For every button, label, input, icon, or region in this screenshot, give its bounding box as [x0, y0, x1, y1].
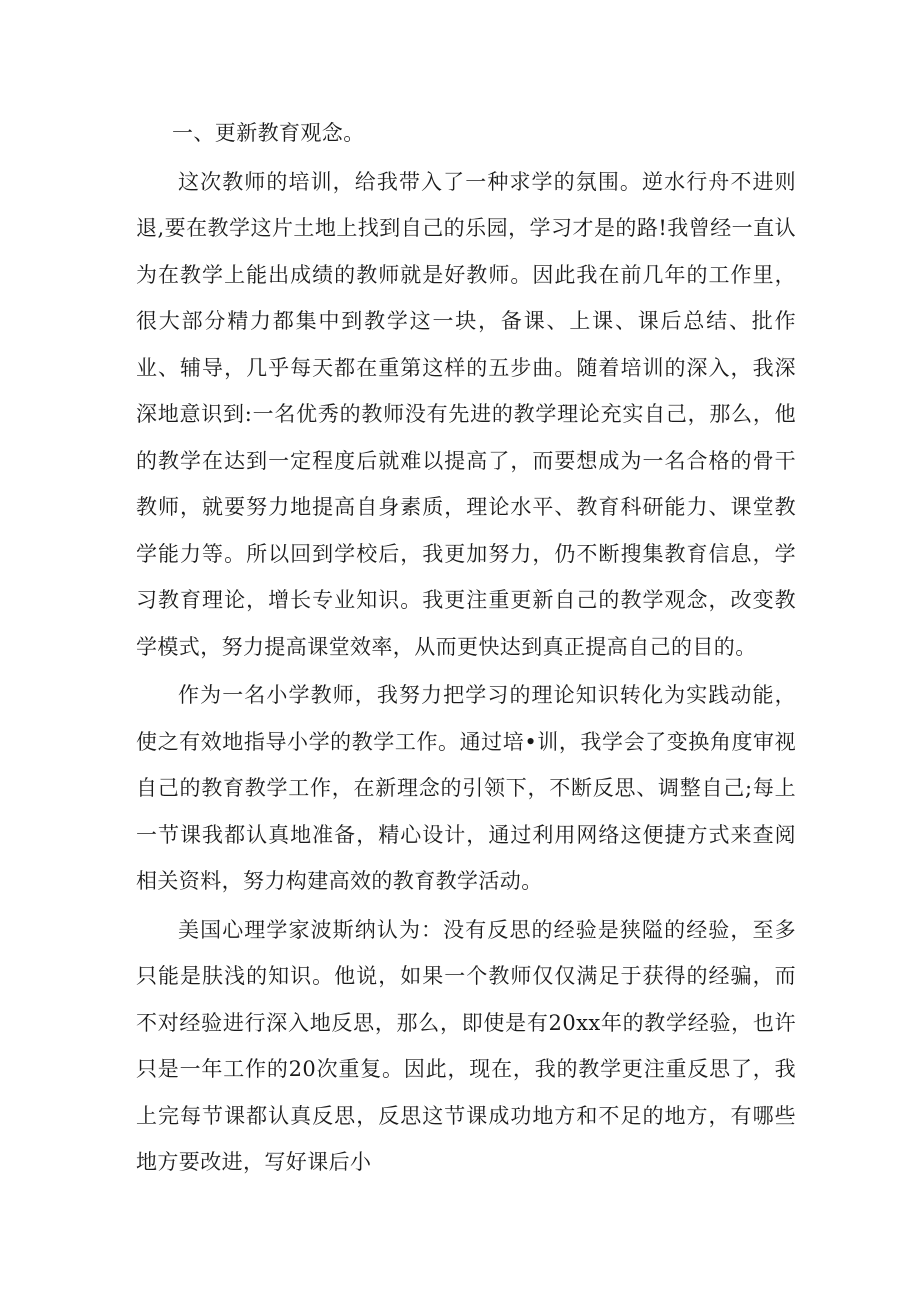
paragraph: 这次教师的培训，给我带入了一种求学的氛围。逆水行舟不进则退,要在教学这片土地上找到自己的乐园，学习才是的路!我曾经一直认为在教学上能出成绩的教师就是好教师。因此我在前几年的工作里，很大部分精力都集中到教学这一块，备课、上课、课后总结、批作业、辅导，几乎每天都在重第这样的五步曲。随着培训的深入，我深深地意识到:一名优秀的教师没有先进的教学理论充实自己，那么，他的教学在达到一定程度后就难以提高了，而要想成为一名合格的骨干教师，就要努力地提高自身素质，理论水平、教育科研能力、课堂教学能力等。所以回到学校后，我更加努力，仍不断搜集教育信息，学习教育理论，增长专业知识。我更注重更新自己的教学观念，改变教学模式，努力提高课堂效率，从而更快达到真正提高自己的目的。 — [136, 169, 796, 659]
paragraph: 作为一名小学教师，我努力把学习的理论知识转化为实践动能，使之有效地指导小学的教学工作。通过培•训，我学会了变换角度审视自己的教育教学工作，在新理念的引领下，不断反思、调整自己;每上一节课我都认真地准备，精心设计，通过利用网络这便捷方式来查阅相关资料，努力构建高效的教育教学活动。 — [136, 683, 796, 893]
document-body — [136, 110, 796, 1188]
section-heading: 一、更新教育观念。 — [172, 121, 365, 145]
paragraph: 美国心理学家波斯纳认为：没有反思的经验是狭隘的经验，至多只能是肤浅的知识。他说，如果一个教师仅仅满足于获得的经骗，而不对经验进行深入地反思，那么，即使是有20xx年的教学经验，也许只是一年工作的20次重复。因此，现在，我的教学更注重反思了，我上完每节课都认真反思，反思这节课成功地方和不足的地方，有哪些地方要改进，写好课后小 — [136, 917, 796, 1174]
